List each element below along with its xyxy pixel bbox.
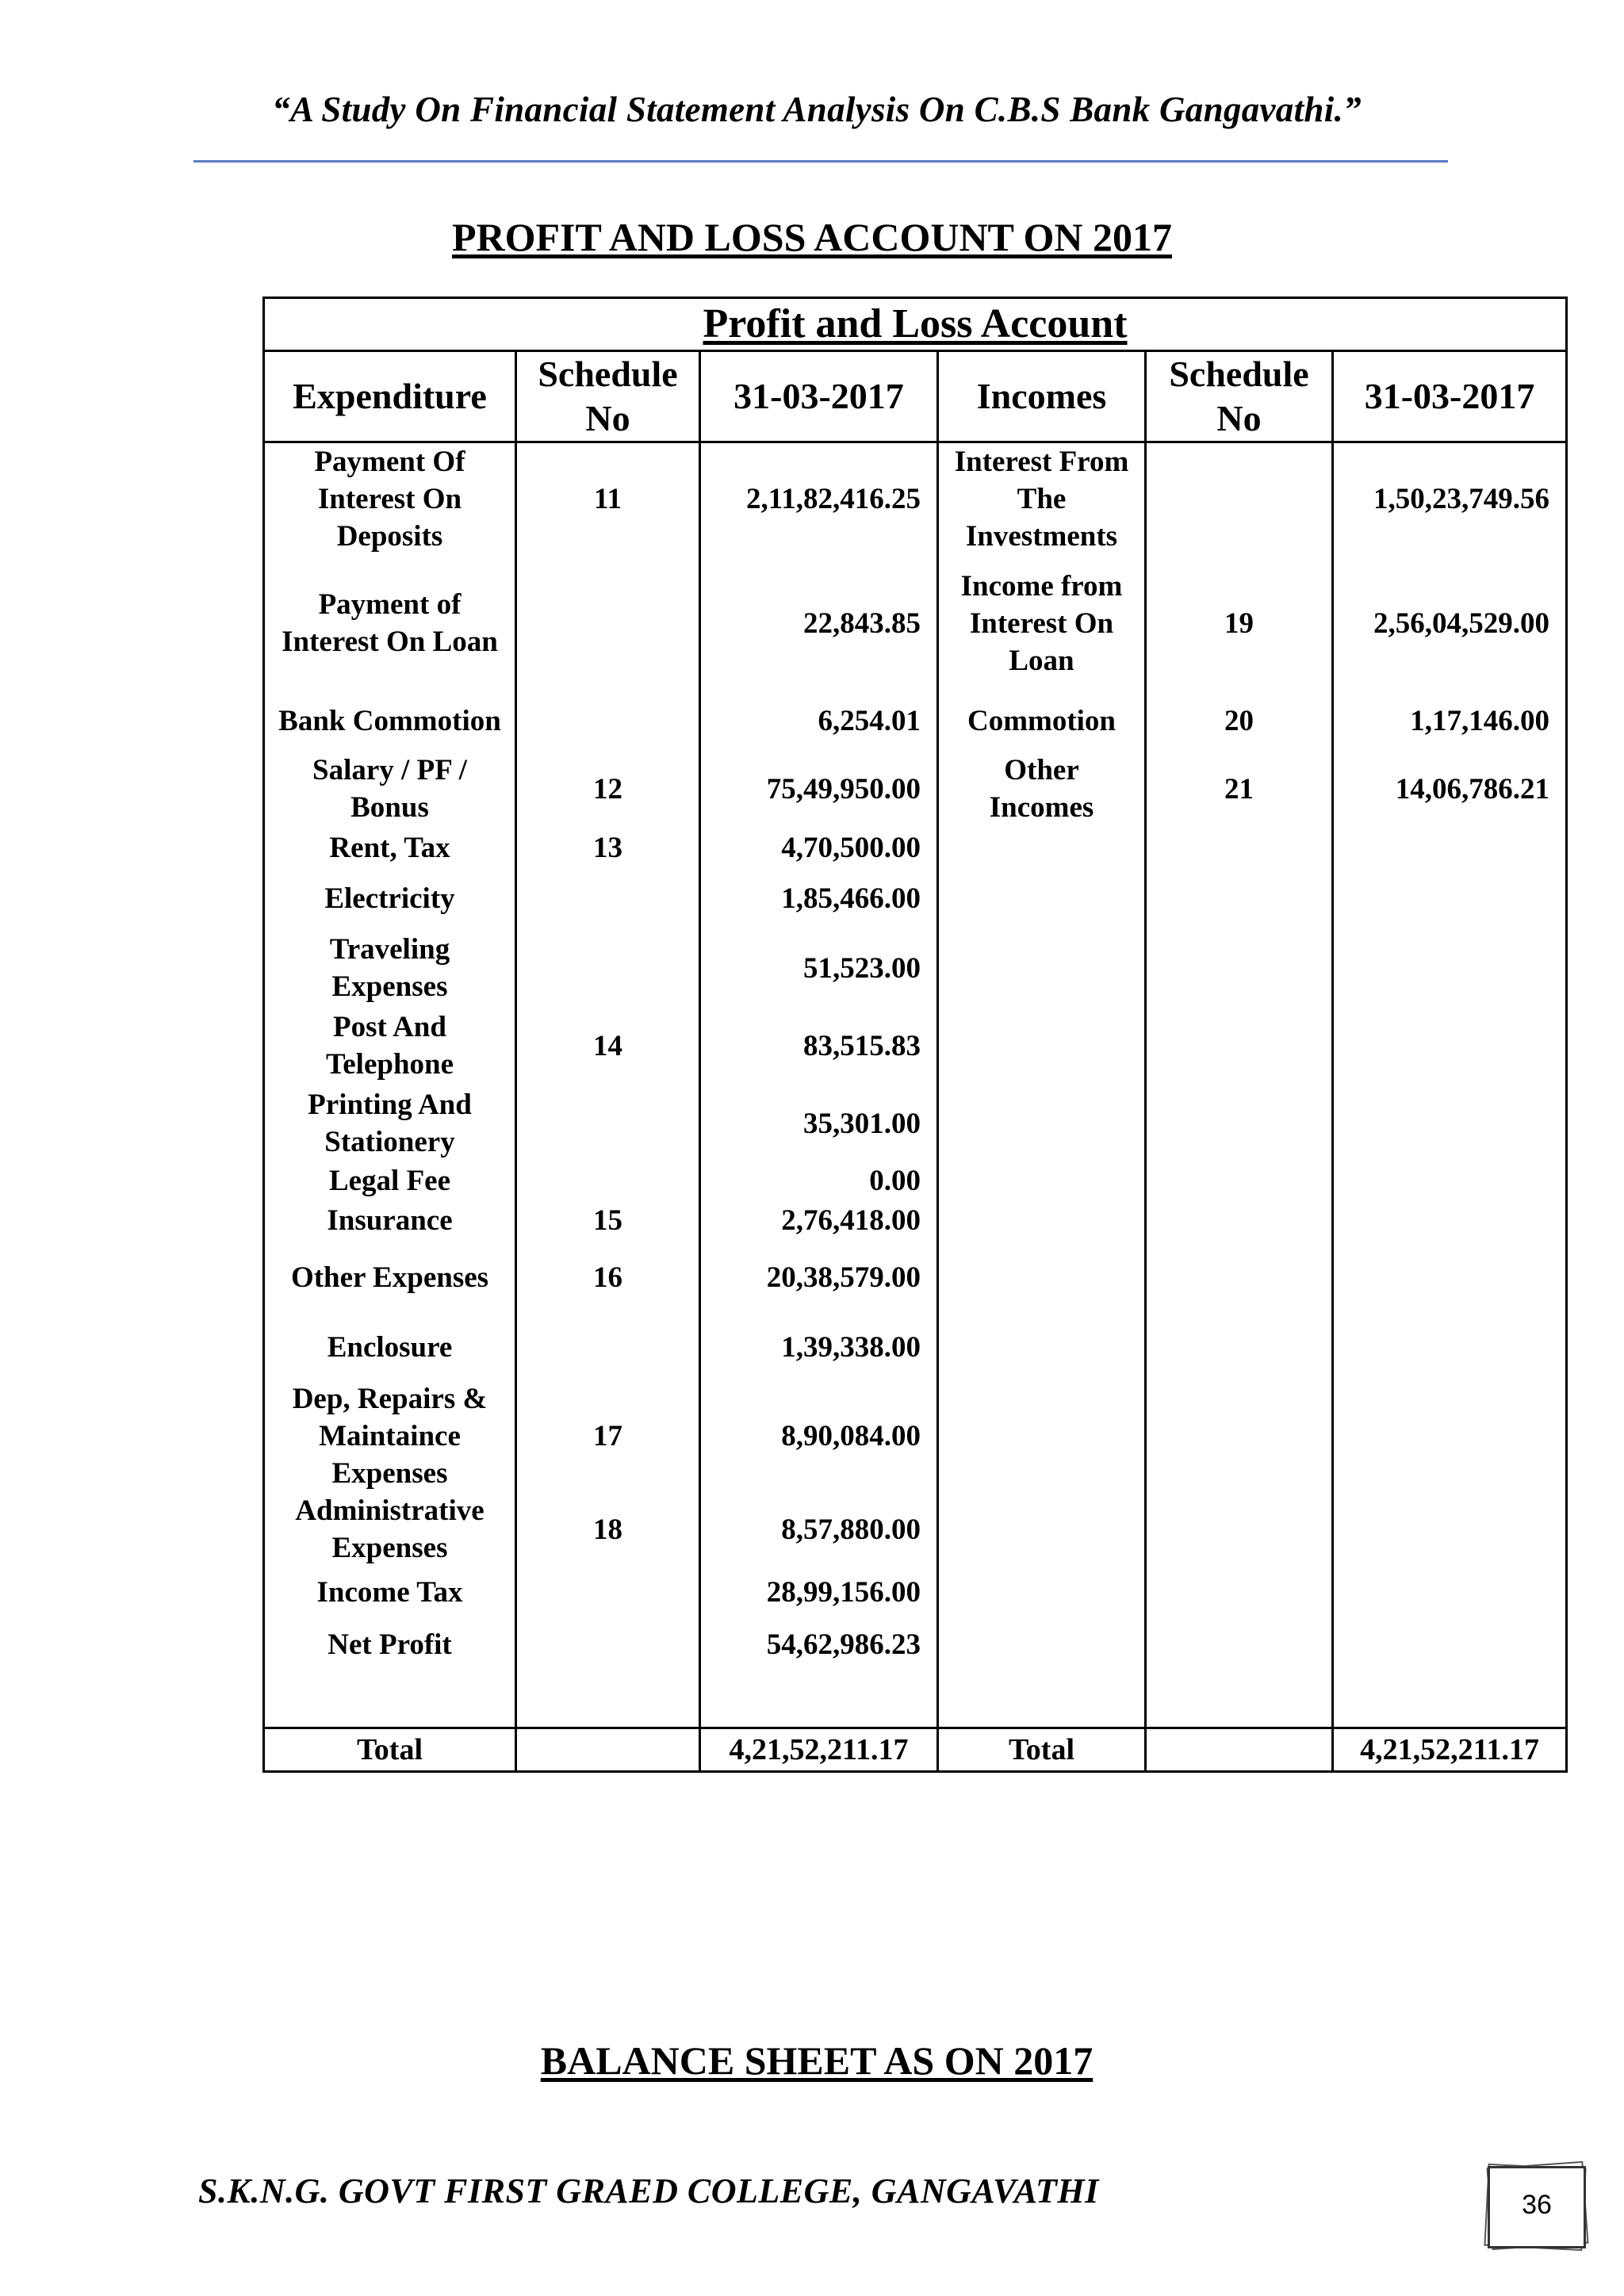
- expenditure-cell: Salary / PF / Bonus: [264, 750, 516, 828]
- schedule-cell: [516, 1162, 700, 1200]
- expenditure-cell: Legal Fee: [264, 1162, 516, 1200]
- income-cell: Other Incomes: [938, 750, 1146, 828]
- amount-cell: [1333, 1617, 1567, 1671]
- amount-cell: 1,39,338.00: [700, 1314, 938, 1380]
- table-row: [264, 691, 1567, 750]
- income-cell: [938, 1162, 1146, 1200]
- income-cell: [938, 828, 1146, 867]
- amount-cell: [1333, 1380, 1567, 1492]
- expenditure-cell: Payment of Interest On Loan: [264, 555, 516, 691]
- amount-cell: 1,50,23,749.56: [1333, 442, 1567, 556]
- schedule-cell: [516, 867, 700, 929]
- total-cell: [1146, 1728, 1333, 1772]
- schedule-cell: [1146, 1241, 1333, 1314]
- table-row: [264, 1314, 1567, 1380]
- total-label: Total: [264, 1728, 516, 1772]
- income-cell: [938, 1007, 1146, 1085]
- column-header: Schedule No: [516, 351, 700, 442]
- amount-cell: 14,06,786.21: [1333, 750, 1567, 828]
- table-row: [264, 1007, 1567, 1085]
- schedule-cell: [516, 555, 700, 691]
- amount-cell: 2,11,82,416.25: [700, 442, 938, 556]
- amount-cell: 2,76,418.00: [700, 1200, 938, 1241]
- expenditure-cell: Dep, Repairs & Maintaince Expenses: [264, 1380, 516, 1492]
- amount-cell: 1,17,146.00: [1333, 691, 1567, 750]
- schedule-cell: 16: [516, 1241, 700, 1314]
- table-row: [264, 867, 1567, 929]
- table-spacer: [264, 1671, 1567, 1728]
- amount-cell: [1333, 929, 1567, 1007]
- schedule-cell: [1146, 1162, 1333, 1200]
- schedule-cell: 15: [516, 1200, 700, 1241]
- column-header: Incomes: [938, 351, 1146, 442]
- schedule-cell: [1146, 1085, 1333, 1162]
- table-row: [264, 1567, 1567, 1617]
- amount-cell: [1333, 1085, 1567, 1162]
- expenditure-cell: Bank Commotion: [264, 691, 516, 750]
- schedule-cell: 17: [516, 1380, 700, 1492]
- schedule-cell: [516, 691, 700, 750]
- amount-cell: 75,49,950.00: [700, 750, 938, 828]
- schedule-cell: 21: [1146, 750, 1333, 828]
- income-cell: [938, 1085, 1146, 1162]
- profit-loss-table: [262, 297, 1568, 1773]
- expenditure-cell: Other Expenses: [264, 1241, 516, 1314]
- income-cell: Commotion: [938, 691, 1146, 750]
- next-section-title: BALANCE SHEET AS ON 2017: [540, 2038, 1094, 2083]
- amount-cell: 51,523.00: [700, 929, 938, 1007]
- amount-cell: [1333, 1567, 1567, 1617]
- amount-cell: [1333, 1314, 1567, 1380]
- income-cell: [938, 1492, 1146, 1567]
- income-cell: [938, 1200, 1146, 1241]
- amount-cell: 4,70,500.00: [700, 828, 938, 867]
- schedule-cell: [1146, 1380, 1333, 1492]
- amount-cell: [1333, 1200, 1567, 1241]
- income-cell: Interest From The Investments: [938, 442, 1146, 556]
- total-cell: [516, 1728, 700, 1772]
- schedule-cell: [516, 929, 700, 1007]
- schedule-cell: [1146, 828, 1333, 867]
- amount-cell: [1333, 1241, 1567, 1314]
- amount-cell: 20,38,579.00: [700, 1241, 938, 1314]
- schedule-cell: [516, 1314, 700, 1380]
- page-number-box: [1481, 2158, 1592, 2252]
- page-number: 36: [1522, 2190, 1552, 2220]
- table-body: [264, 442, 1567, 1672]
- income-cell: [938, 1380, 1146, 1492]
- schedule-cell: [1146, 867, 1333, 929]
- section-title: PROFIT AND LOSS ACCOUNT ON 2017: [451, 215, 1173, 259]
- income-cell: [938, 1617, 1146, 1671]
- schedule-cell: 12: [516, 750, 700, 828]
- amount-cell: [1333, 828, 1567, 867]
- table-row: [264, 442, 1567, 556]
- expenditure-cell: Enclosure: [264, 1314, 516, 1380]
- amount-cell: 22,843.85: [700, 555, 938, 691]
- expenditure-cell: Rent, Tax: [264, 828, 516, 867]
- table-caption: Profit and Loss Account: [264, 298, 1567, 351]
- income-cell: [938, 1241, 1146, 1314]
- header-divider: [193, 160, 1448, 163]
- income-cell: [938, 1567, 1146, 1617]
- table-row: [264, 1162, 1567, 1200]
- amount-cell: 54,62,986.23: [700, 1617, 938, 1671]
- total-amount: 4,21,52,211.17: [1333, 1728, 1567, 1772]
- schedule-cell: 13: [516, 828, 700, 867]
- table-row: [264, 929, 1567, 1007]
- expenditure-cell: Traveling Expenses: [264, 929, 516, 1007]
- schedule-cell: 14: [516, 1007, 700, 1085]
- schedule-cell: 11: [516, 442, 700, 556]
- expenditure-cell: Post And Telephone: [264, 1007, 516, 1085]
- income-cell: [938, 867, 1146, 929]
- column-header: Expenditure: [264, 351, 516, 442]
- amount-cell: 6,254.01: [700, 691, 938, 750]
- running-header: “A Study On Financial Statement Analysis On C.B.S Bank Gangavathi.”: [272, 90, 1362, 129]
- schedule-cell: [516, 1085, 700, 1162]
- schedule-cell: [1146, 929, 1333, 1007]
- income-cell: [938, 929, 1146, 1007]
- amount-cell: 8,90,084.00: [700, 1380, 938, 1492]
- amount-cell: 2,56,04,529.00: [1333, 555, 1567, 691]
- amount-cell: 35,301.00: [700, 1085, 938, 1162]
- income-cell: [938, 1314, 1146, 1380]
- amount-cell: [1333, 1492, 1567, 1567]
- expenditure-cell: Administrative Expenses: [264, 1492, 516, 1567]
- expenditure-cell: Insurance: [264, 1200, 516, 1241]
- schedule-cell: 18: [516, 1492, 700, 1567]
- table-row: [264, 1241, 1567, 1314]
- amount-cell: 0.00: [700, 1162, 938, 1200]
- schedule-cell: [1146, 1492, 1333, 1567]
- table-row: [264, 1380, 1567, 1492]
- table-row: [264, 1200, 1567, 1241]
- expenditure-cell: Payment Of Interest On Deposits: [264, 442, 516, 556]
- amount-cell: [1333, 1007, 1567, 1085]
- amount-cell: [1333, 1162, 1567, 1200]
- expenditure-cell: Net Profit: [264, 1617, 516, 1671]
- footer-college: S.K.N.G. GOVT FIRST GRAED COLLEGE, GANGAVATHI: [198, 2172, 1099, 2210]
- column-header: 31-03-2017: [700, 351, 938, 442]
- table-row: [264, 828, 1567, 867]
- amount-cell: 1,85,466.00: [700, 867, 938, 929]
- table-row: [264, 1492, 1567, 1567]
- schedule-cell: 20: [1146, 691, 1333, 750]
- table-row: [264, 555, 1567, 691]
- schedule-cell: [516, 1617, 700, 1671]
- total-row: [264, 1728, 1567, 1772]
- amount-cell: 8,57,880.00: [700, 1492, 938, 1567]
- schedule-cell: [1146, 1007, 1333, 1085]
- table-row: [264, 1085, 1567, 1162]
- total-amount: 4,21,52,211.17: [700, 1728, 938, 1772]
- schedule-cell: [1146, 1200, 1333, 1241]
- schedule-cell: [1146, 1314, 1333, 1380]
- expenditure-cell: Printing And Stationery: [264, 1085, 516, 1162]
- schedule-cell: [1146, 1617, 1333, 1671]
- income-cell: Income from Interest On Loan: [938, 555, 1146, 691]
- amount-cell: [1333, 867, 1567, 929]
- amount-cell: 28,99,156.00: [700, 1567, 938, 1617]
- table-row: [264, 750, 1567, 828]
- column-header: Schedule No: [1146, 351, 1333, 442]
- schedule-cell: [516, 1567, 700, 1617]
- schedule-cell: [1146, 442, 1333, 556]
- schedule-cell: [1146, 1567, 1333, 1617]
- table-row: [264, 1617, 1567, 1671]
- expenditure-cell: Electricity: [264, 867, 516, 929]
- schedule-cell: 19: [1146, 555, 1333, 691]
- amount-cell: 83,515.83: [700, 1007, 938, 1085]
- expenditure-cell: Income Tax: [264, 1567, 516, 1617]
- column-header: 31-03-2017: [1333, 351, 1567, 442]
- total-label: Total: [938, 1728, 1146, 1772]
